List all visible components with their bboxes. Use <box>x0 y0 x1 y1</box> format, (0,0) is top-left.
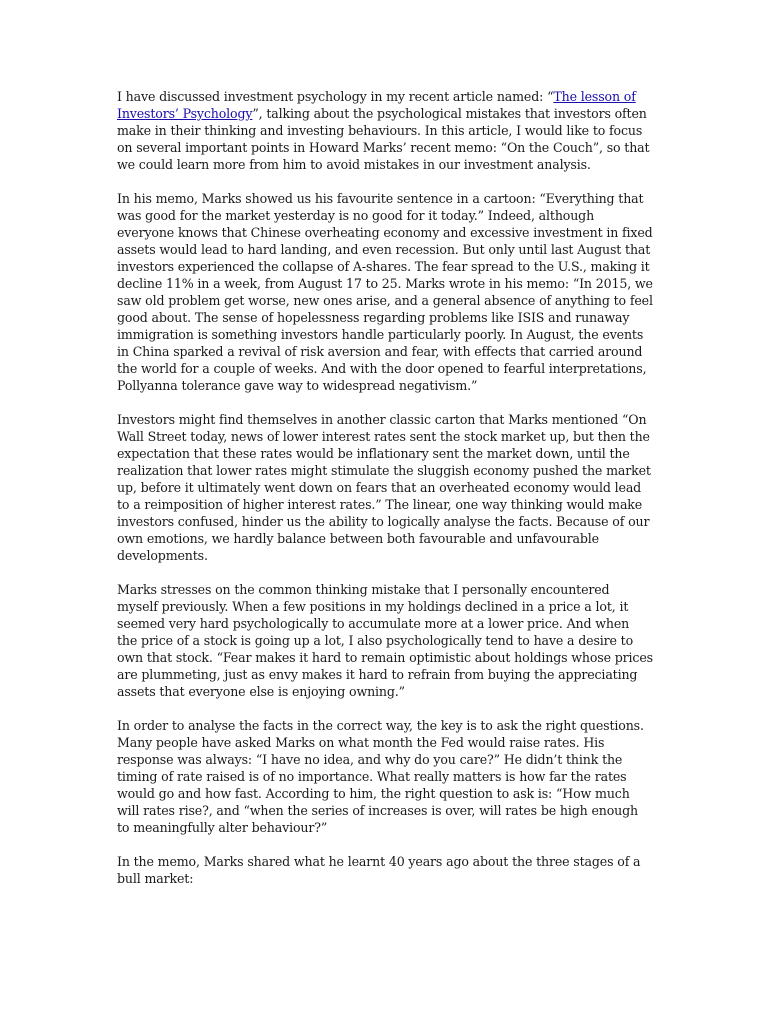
paragraph-classic-cartoon: Investors might find themselves in another classic carton that Marks mentioned “On Wall Street today, news of lower interest rates sent the stock market up, but then the expectation that these rates would be inflationary sent the market down, until the realization that lower rates might stimulate the sluggish economy pushed the market up, before it ultimately went down on fears that an overheated economy would lead to a reimposition of higher interest rates.” The linear, one way thinking would make investors confused, hinder us the ability to logically analyse the facts. Because of our own emotions, we hardly balance between both favourable and unfavourable developments. <box>117 412 651 563</box>
article-body <box>117 88 653 904</box>
paragraph-intro-text-start: I have discussed investment psychology in my recent article named: “ <box>117 89 554 104</box>
paragraph-thinking-mistake: Marks stresses on the common thinking mistake that I personally encountered myself previously. When a few positions in my holdings declined in a price a lot, it seemed very hard psychologically to accumulate more at a lower price. And when the price of a stock is going up a lot, I also psychologically tend to have a desire to own that stock. “Fear makes it hard to remain optimistic about holdings whose prices are plummeting, just as envy makes it hard to refrain from buying the appreciating assets that everyone else is enjoying owning.” <box>117 582 653 699</box>
paragraph-right-questions: In order to analyse the facts in the correct way, the key is to ask the right questions. Many people have asked Marks on what month the Fed would raise rates. His response was always: “I have no idea, and why do you care?” He didn’t think the timing of rate raised is of no importance. What really matters is how far the rates would go and how fast. According to him, the right question to ask is: “How much will rates rise?, and “when the series of increases is over, will rates be high enough to meaningfully alter behaviour?” <box>117 718 644 835</box>
paragraph-marks-memo: In his memo, Marks showed us his favourite sentence in a cartoon: “Everything that was good for the market yesterday is no good for it today.” Indeed, although everyone knows that Chinese overheating economy and excessive investment in fixed assets would lead to hard landing, and even recession. But only until last August that investors experienced the collapse of A-shares. The fear spread to the U.S., making it decline 11% in a week, from August 17 to 25. Marks wrote in his memo: “In 2015, we saw old problem get worse, new ones arise, and a general absence of anything to feel good about. The sense of hopelessness regarding problems like ISIS and runaway immigration is something investors handle particularly poorly. In August, the events in China sparked a revival of risk aversion and fear, with effects that carried around the world for a couple of weeks. And with the door opened to fearful interpretations, Pollyanna tolerance gave way to widespread negativism.” <box>117 191 653 393</box>
article-link-investors-psychology[interactable]: The lesson of Investors’ Psychology <box>117 89 636 121</box>
paragraph-intro-text-end: ”, talking about the psychological mistakes that investors often make in their thinking and investing behaviours. In this article, I would like to focus on several important points in Howard Marks’ recent memo: “On the Couch”, so that we could learn more from him to avoid mistakes in our investment analysis. <box>117 106 650 172</box>
paragraph-intro <box>117 88 653 173</box>
paragraph-bull-market: In the memo, Marks shared what he learnt 40 years ago about the three stages of a bull market: <box>117 854 641 886</box>
